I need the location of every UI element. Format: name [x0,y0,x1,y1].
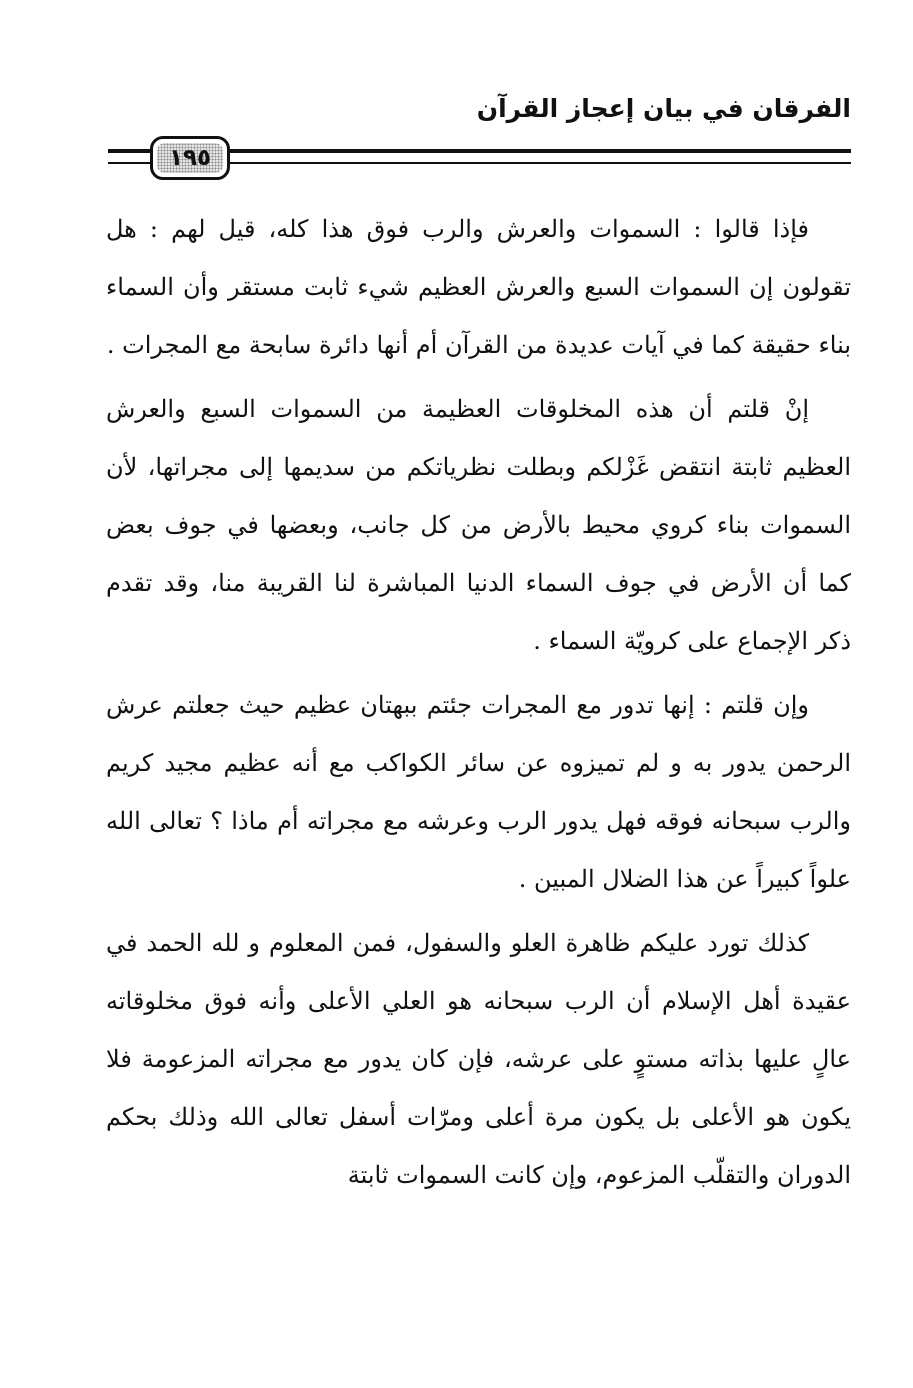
page-number: ١٩٥ [157,143,223,173]
body-text [106,200,851,1204]
paragraph-1: فإذا قالوا : السموات والعرش والرب فوق هذا كله، قيل لهم : هل تقولون إن السموات السبع والعرش العظيم شيء ثابت مستقر وأن السماء بناء حقيقة كما في آيات عديدة من القرآن أم أنها دائرة سابحة مع المجرات . [106,215,851,359]
paragraph-3: وإن قلتم : إنها تدور مع المجرات جئتم ببهتان عظيم حيث جعلتم عرش الرحمن يدور به و لم تميزوه عن سائر الكواكب مع أنه عظيم مجيد كريم والرب سبحانه فوقه فهل يدور الرب وعرشه مع مجراته أم ماذا ؟ تعالى الله علواً كبيراً عن هذا الضلال المبين . [106,691,851,893]
paragraph-4: كذلك تورد عليكم ظاهرة العلو والسفول، فمن المعلوم و لله الحمد في عقيدة أهل الإسلام أن الرب سبحانه هو العلي الأعلى وأنه فوق مخلوقاته عالٍ عليها بذاته مستوٍ على عرشه، فإن كان يدور مع مجراته المزعومة فلا يكون هو الأعلى بل يكون مرة أعلى ومرّات أسفل تعالى الله وذلك بحكم الدوران والتقلّب المزعوم، وإن كانت السموات ثابتة [106,929,851,1189]
running-title: الفرقان في بيان إعجاز القرآن [476,94,851,123]
page-number-badge [150,136,230,180]
paragraph-2: إنْ قلتم أن هذه المخلوقات العظيمة من السموات السبع والعرش العظيم ثابتة انتقض غَزْلكم وبطلت نظرياتكم من سديمها إلى مجراتها، لأن السموات بناء كروي محيط بالأرض من كل جانب، وبعضها في جوف بعض كما أن الأرض في جوف السماء الدنيا المباشرة لنا القريبة منا، وقد تقدم ذكر الإجماع على كرويّة السماء . [106,395,851,655]
